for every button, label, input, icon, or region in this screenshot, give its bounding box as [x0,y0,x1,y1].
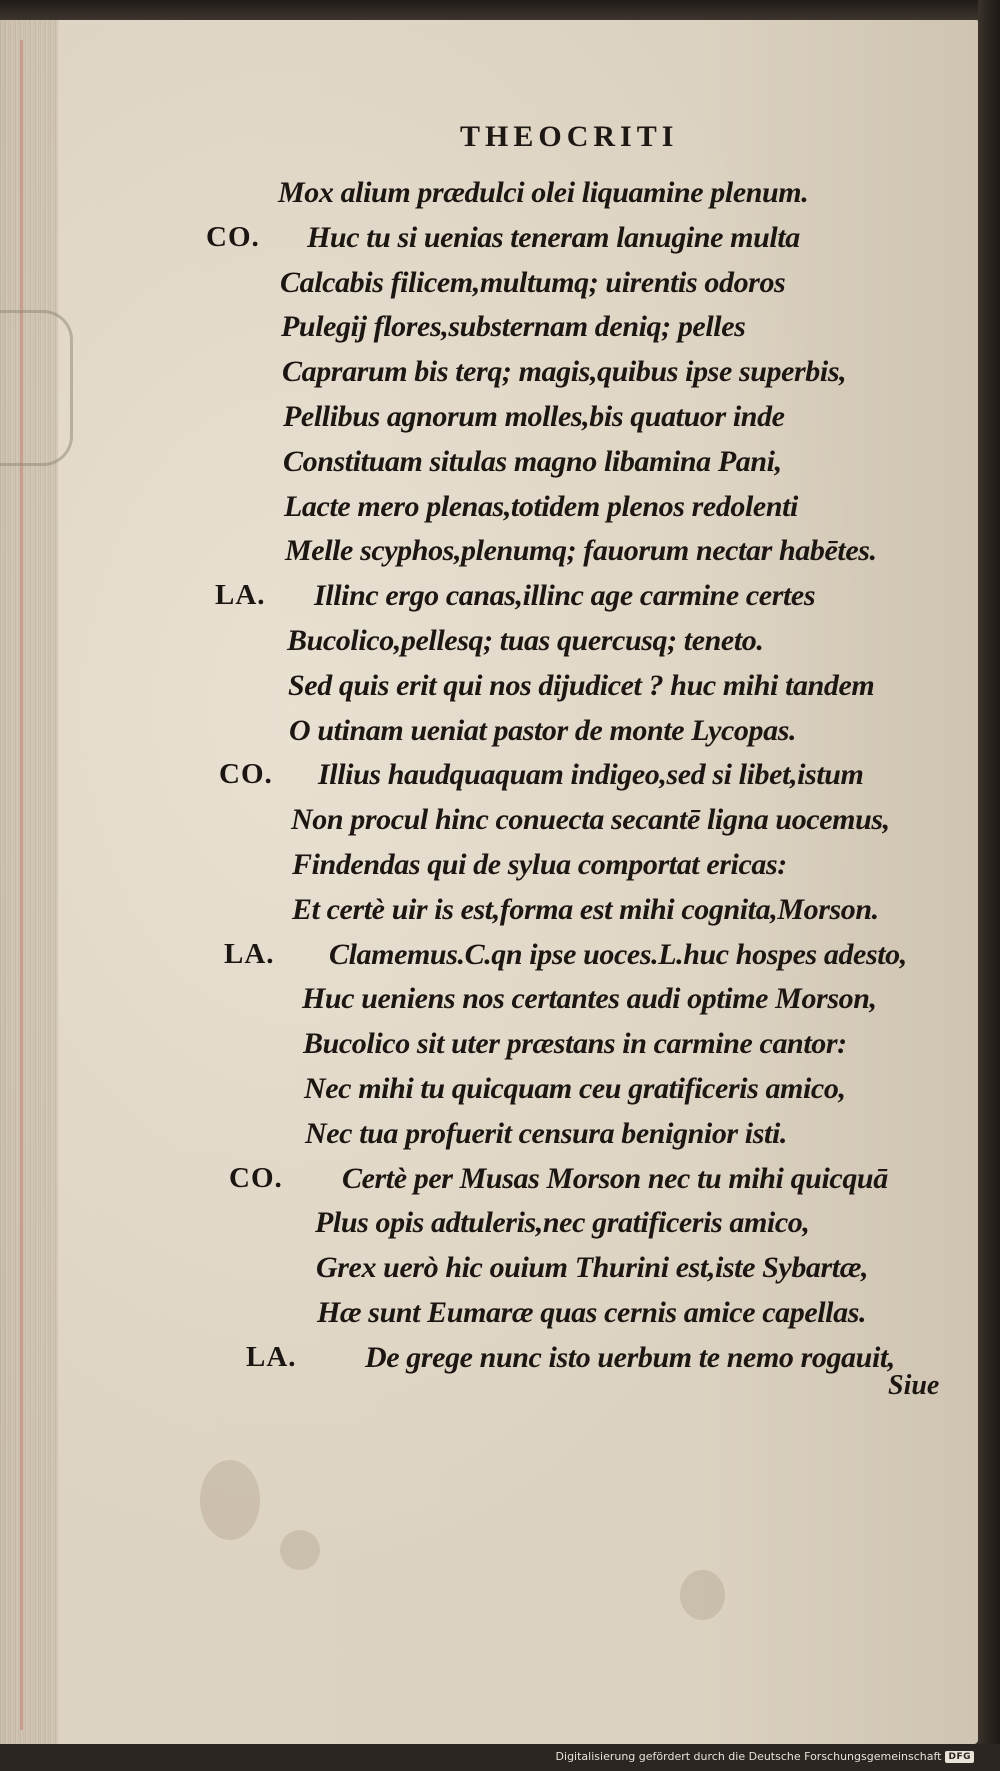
verse-line: Caprarum bis terq; magis,quibus ipse superbis, [282,355,847,388]
verse-line: Constituam situlas magno libamina Pani, [283,445,782,478]
page-header-title: THEOCRITI [460,120,679,153]
binding-right [978,0,1000,1771]
speaker-label: CO. [229,1162,283,1194]
page-edges [0,18,58,1744]
verse-line: Nec tua profuerit censura benignior isti. [305,1117,787,1150]
foxing-stain [200,1460,260,1540]
speaker-label: LA. [224,938,275,970]
verse-line: Mox alium prædulci olei liquamine plenum. [278,176,809,209]
verse-line: Bucolico,pellesq; tuas quercusq; teneto. [287,624,764,657]
verse-line: Certè per Musas Morson nec tu mihi quicquā [342,1162,888,1195]
verse-line: Plus opis adtuleris,nec gratificeris amico, [315,1206,810,1239]
foxing-stain [280,1530,320,1570]
verse-line: Bucolico sit uter præstans in carmine cantor: [303,1027,847,1060]
dfg-logo: DFG [945,1751,974,1763]
verse-line: Et certè uir is est,forma est mihi cognita,Morson. [292,893,879,926]
verse-line: O utinam ueniat pastor de monte Lycopas. [289,714,797,747]
catchword: Siue [888,1370,940,1401]
speaker-label: CO. [219,758,273,790]
verse-line: Huc ueniens nos certantes audi optime Morson, [302,982,877,1015]
verse-line: Huc tu si uenias teneram lanugine multa [307,221,800,254]
verse-line: Pulegij flores,substernam deniq; pelles [281,310,746,343]
speaker-label: LA. [246,1341,297,1373]
verse-line: Grex uerò hic ouium Thurini est,iste Sybartæ, [316,1251,869,1284]
verse-line: De grege nunc isto uerbum te nemo rogauit, [365,1341,895,1374]
verse-line: Findendas qui de sylua comportat ericas: [292,848,787,881]
bookmark-ribbon [0,310,73,466]
verse-line: Illius haudquaquam indigeo,sed si libet,istum [318,758,864,791]
speaker-label: CO. [206,221,260,253]
verse-line: Sed quis erit qui nos dijudicet ? huc mihi tandem [288,669,875,702]
verse-line: Hæ sunt Eumaræ quas cernis amice capellas. [317,1296,867,1329]
speaker-label: LA. [215,579,266,611]
footer-credit-text: Digitalisierung gefördert durch die Deutsche Forschungsgemeinschaft [555,1750,942,1763]
binding-top [0,0,1000,20]
verse-line: Calcabis filicem,multumq; uirentis odoros [280,266,786,299]
page-edge-mark [20,40,23,1730]
verse-line: Melle scyphos,plenumq; fauorum nectar habētes. [285,534,877,567]
verse-line: Clamemus.C.qn ipse uoces.L.huc hospes adesto, [329,938,907,971]
verse-line: Lacte mero plenas,totidem plenos redolenti [284,490,798,523]
verse-line: Pellibus agnorum molles,bis quatuor inde [283,400,785,433]
verse-line: Illinc ergo canas,illinc age carmine certes [314,579,816,612]
verse-line: Nec mihi tu quicquam ceu gratificeris amico, [304,1072,846,1105]
footer-credit [556,1750,974,1763]
verse-line: Non procul hinc conuecta secantē ligna uocemus, [291,803,890,836]
foxing-stain [680,1570,725,1620]
